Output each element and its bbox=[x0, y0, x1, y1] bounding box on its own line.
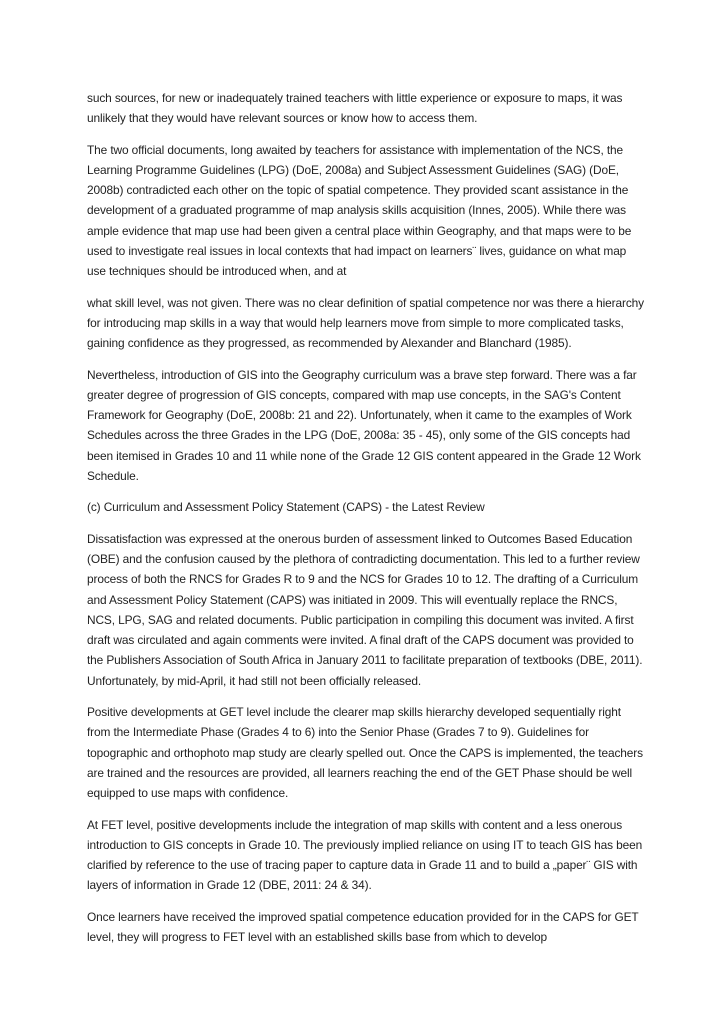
paragraph-3: what skill level, was not given. There was no clear definition of spatial competence nor was there a hierarchy for introducing map skills in a way that would help learners move from simple to more complicated tasks, gaining confidence as they progressed, as recommended by Alexander and Blanchard (1985). bbox=[87, 295, 644, 351]
paragraph-7: At FET level, positive developments include the integration of map skills with content and a less onerous introduction to GIS concepts in Grade 10. The previously implied reliance on using IT to teach GIS has been clarified by reference to the use of tracing paper to capture data in Grade 11 and to build a „paper¨ GIS with layers of information in Grade 12 (DBE, 2011: 24 & 34). bbox=[87, 817, 643, 893]
paragraph-2: The two official documents, long awaited by teachers for assistance with implementation of the NCS, the Learning Programme Guidelines (LPG) (DoE, 2008a) and Subject Assessment Guidelines (SAG) (DoE, 2008b) contradicted each other on the topic of spatial competence. They provided scant assistance in the development of a graduated programme of map analysis skills acquisition (Innes, 2005). While there was ample evidence that map use had been given a central place within Geography, and that maps were to be used to investigate real issues in local contexts that had impact on learners¨ lives, guidance on what map use techniques should be introduced when, and at bbox=[87, 142, 632, 279]
paragraph-1: such sources, for new or inadequately trained teachers with little experience or exposure to maps, it was unlikely that they would have relevant sources or know how to access them. bbox=[87, 91, 623, 126]
section-heading-caps: (c) Curriculum and Assessment Policy Statement (CAPS) - the Latest Review bbox=[87, 500, 485, 515]
document-body bbox=[87, 88, 644, 958]
paragraph-6: Positive developments at GET level include the clearer map skills hierarchy developed sequentially right from the Intermediate Phase (Grades 4 to 6) into the Senior Phase (Grades 7 to 9). Guidelines for topographic and orthophoto map study are clearly spelled out. Once the CAPS is implemented, the teachers are trained and the resources are provided, all learners reaching the end of the GET Phase should be well equipped to use maps with confidence. bbox=[87, 705, 643, 801]
paragraph-4: Nevertheless, introduction of GIS into the Geography curriculum was a brave step forward. There was a far greater degree of progression of GIS concepts, compared with map use concepts, in the SAG's Content Framework for Geography (DoE, 2008b: 21 and 22). Unfortunately, when it came to the examples of Work Schedules across the three Grades in the LPG (DoE, 2008a: 35 - 45), only some of the GIS concepts had been itemised in Grades 10 and 11 while none of the Grade 12 GIS content appeared in the Grade 12 Work Schedule. bbox=[87, 367, 641, 484]
paragraph-5: Dissatisfaction was expressed at the onerous burden of assessment linked to Outcomes Based Education (OBE) and the confusion caused by the plethora of contradicting documentation. This led to a further review process of both the RNCS for Grades R to 9 and the NCS for Grades 10 to 12. The drafting of a Curriculum and Assessment Policy Statement (CAPS) was initiated in 2009. This will eventually replace the RNCS, NCS, LPG, SAG and related documents. Public participation in compiling this document was invited. A first draft was circulated and again comments were invited. A final draft of the CAPS document was provided to the Publishers Association of South Africa in January 2011 to facilitate preparation of textbooks (DBE, 2011). Unfortunately, by mid-April, it had still not been officially released. bbox=[87, 531, 643, 688]
paragraph-8: Once learners have received the improved spatial competence education provided for in the CAPS for GET level, they will progress to FET level with an established skills base from which to develop bbox=[87, 909, 639, 944]
